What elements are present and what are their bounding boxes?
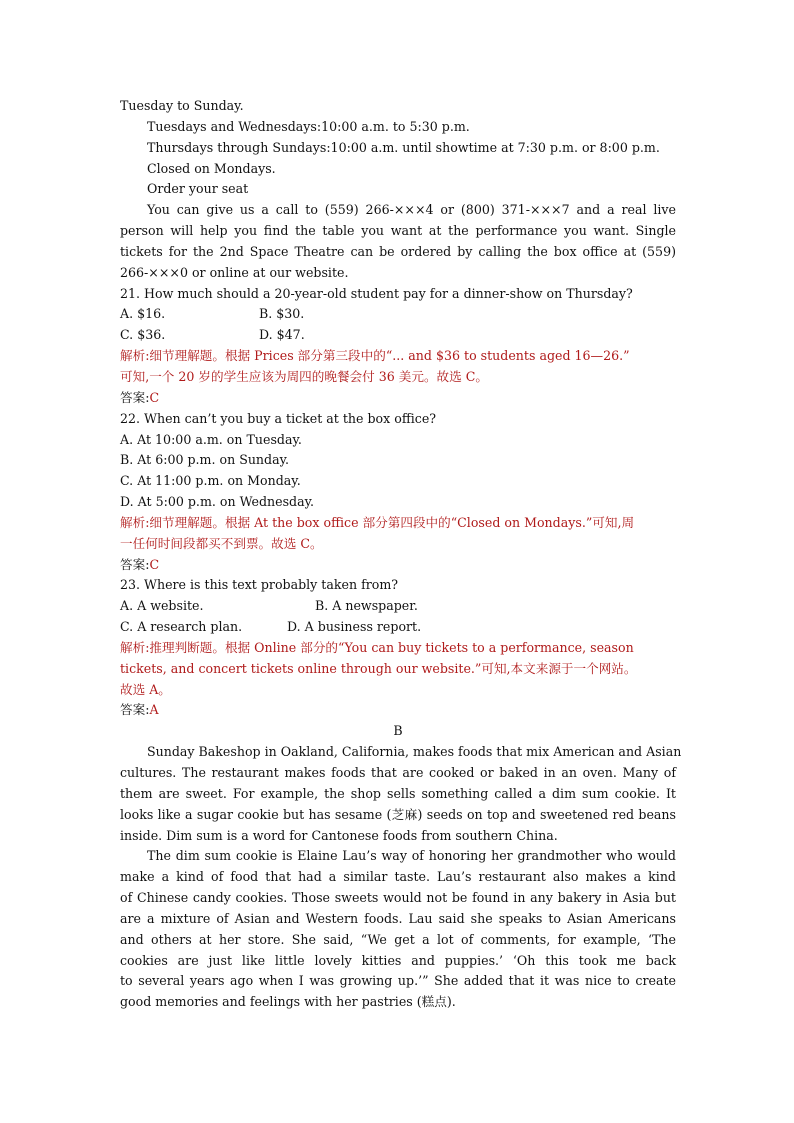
option-c: C. At 11:00 p.m. on Monday. bbox=[120, 473, 301, 489]
paragraph-line: person will help you find the table you want at the performance you want. Single bbox=[120, 223, 676, 239]
options-row bbox=[120, 304, 676, 325]
paragraph-line: and others at her store. She said, “We get a lot of comments, for example, ‘The bbox=[120, 931, 676, 947]
answer-value: A bbox=[149, 702, 159, 718]
answer-line bbox=[120, 700, 676, 721]
hours-line: Tuesday to Sunday. bbox=[120, 98, 244, 113]
paragraph-line: are a mixture of Asian and Western foods. Lau said she speaks to Asian Americans bbox=[120, 910, 676, 926]
option-a: A. A website. bbox=[120, 598, 204, 614]
analysis-text: 故选 A。 bbox=[120, 681, 171, 697]
question-23: 23. Where is this text probably taken from? bbox=[120, 577, 399, 593]
paragraph-line: of Chinese candy cookies. Those sweets would not be found in any bakery in Asia but bbox=[120, 890, 676, 906]
paragraph-line: tickets for the 2nd Space Theatre can be ordered by calling the box office at (559) bbox=[120, 243, 676, 259]
paragraph-line: make a kind of food that had a similar taste. Lau’s restaurant also makes a kind bbox=[120, 869, 676, 885]
hours-line: Tuesdays and Wednesdays:10:00 a.m. to 5:30 p.m. bbox=[147, 118, 470, 134]
question-21: 21. How much should a 20-year-old student pay for a dinner-show on Thursday? bbox=[120, 285, 633, 301]
paragraph-line: You can give us a call to (559) 266-×××4 or (800) 371-×××7 and a real live bbox=[147, 202, 676, 218]
paragraph-line: cultures. The restaurant makes foods that are cooked or baked in an oven. Many of bbox=[120, 765, 676, 780]
answer-label: 答案: bbox=[120, 389, 150, 405]
option-b: B. $30. bbox=[259, 306, 305, 322]
option-b: B. At 6:00 p.m. on Sunday. bbox=[120, 452, 290, 468]
section-subheading: Order your seat bbox=[147, 181, 249, 197]
paragraph-line: Sunday Bakeshop in Oakland, California, makes foods that mix American and Asian bbox=[147, 744, 682, 760]
hours-line: Thursdays through Sundays:10:00 a.m. until showtime at 7:30 p.m. or 8:00 p.m. bbox=[147, 139, 660, 155]
answer-label: 答案: bbox=[120, 702, 150, 718]
option-c: C. A research plan. bbox=[120, 619, 243, 635]
answer-value: C bbox=[149, 556, 160, 572]
analysis-text: tickets, and concert tickets online through our website.”可知,本文来源于一个网站。 bbox=[120, 660, 637, 676]
option-d: D. At 5:00 p.m. on Wednesday. bbox=[120, 494, 315, 510]
options-row bbox=[120, 596, 676, 617]
option-d: D. A business report. bbox=[287, 619, 422, 635]
analysis-text: 解析:细节理解题。根据 At the box office 部分第四段中的“Closed on Mondays.”可知,周 bbox=[120, 514, 635, 530]
option-a: A. At 10:00 a.m. on Tuesday. bbox=[120, 431, 302, 447]
paragraph-line: 266-×××0 or online at our website. bbox=[120, 264, 349, 280]
option-d: D. $47. bbox=[259, 327, 305, 343]
analysis-text: 可知,一个 20 岁的学生应该为周四的晚餐会付 36 美元。故选 C。 bbox=[120, 368, 488, 384]
paragraph-line: The dim sum cookie is Elaine Lau’s way of honoring her grandmother who would bbox=[147, 848, 676, 864]
paragraph-line: looks like a sugar cookie but has sesame (芝麻) seeds on top and sweetened red beans bbox=[120, 806, 676, 822]
analysis-text: 一任何时间段都买不到票。故选 C。 bbox=[120, 535, 323, 551]
answer-value: C bbox=[149, 389, 160, 405]
answer-line bbox=[120, 388, 676, 409]
question-22: 22. When can’t you buy a ticket at the box office? bbox=[120, 410, 437, 426]
option-a: A. $16. bbox=[120, 306, 166, 322]
options-row bbox=[120, 325, 676, 346]
paragraph-line: them are sweet. For example, the shop sells something called a dim sum cookie. It bbox=[120, 785, 676, 801]
document-body bbox=[120, 96, 682, 1013]
option-c: C. $36. bbox=[120, 327, 166, 343]
analysis-text: 解析:细节理解题。根据 Prices 部分第三段中的“... and $36 to students aged 16—26.” bbox=[120, 348, 630, 364]
analysis-text: 解析:推理判断题。根据 Online 部分的“You can buy tickets to a performance, season bbox=[120, 639, 634, 655]
hours-line: Closed on Mondays. bbox=[147, 160, 276, 176]
paragraph-line: cookies are just like little lovely kitties and puppies.’ ‘Oh this took me back bbox=[120, 952, 676, 968]
paragraph-line: good memories and feelings with her pastries (糕点). bbox=[120, 994, 456, 1010]
section-heading: B bbox=[393, 723, 403, 739]
answer-label: 答案: bbox=[120, 556, 150, 572]
paragraph-line: inside. Dim sum is a word for Cantonese foods from southern China. bbox=[120, 827, 558, 843]
paragraph-line: to several years ago when I was growing up.’” She added that it was nice to create bbox=[120, 973, 676, 989]
option-b: B. A newspaper. bbox=[315, 598, 418, 614]
options-row bbox=[120, 617, 676, 638]
answer-line bbox=[120, 555, 676, 576]
